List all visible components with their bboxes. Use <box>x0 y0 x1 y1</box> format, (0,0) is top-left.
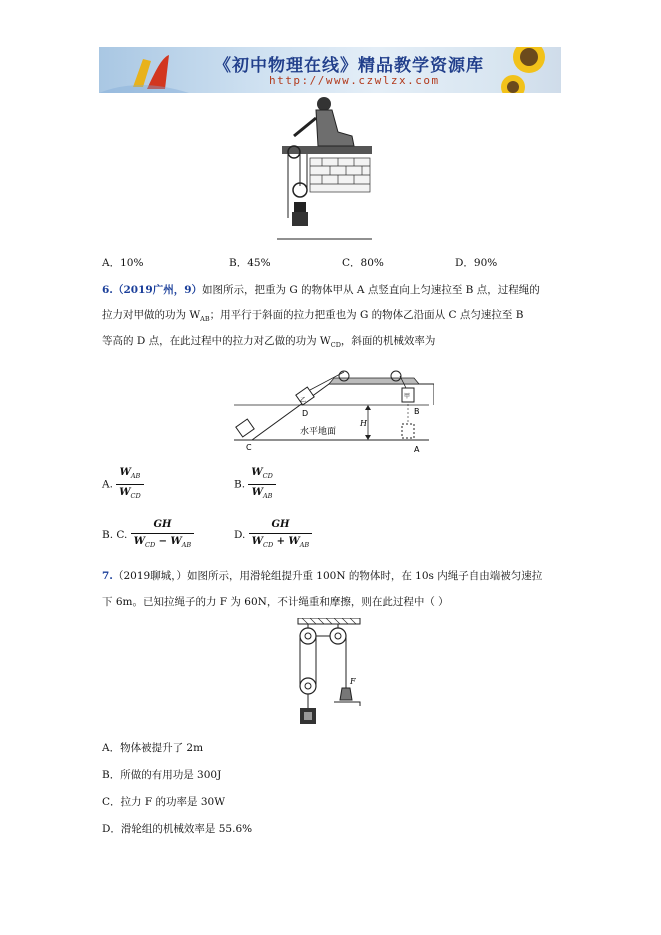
q5-option-b: B．45% <box>229 257 271 269</box>
q6-option-b: B. $\frac{W_{CD}}{W_{AB}}$ <box>234 466 276 503</box>
q7-option-c: C．拉力 F 的功率是 30W <box>102 796 225 808</box>
q7-option-a: A．物体被提升了 2m <box>102 742 204 754</box>
label-yi: 乙 <box>300 397 307 404</box>
q7-line-2: 下 6m。已知拉绳子的力 F 为 60N，不计绳重和摩擦，则在此过程中（ ） <box>102 596 449 608</box>
q7-option-d: D．滑轮组的机械效率是 55.6% <box>102 823 253 835</box>
q6-text-1: 如图所示，把重为 G 的物体甲从 A 点竖直向上匀速拉至 B 点，过程绳的 <box>202 284 540 296</box>
q7-option-b: B．所做的有用功是 300J <box>102 769 222 781</box>
q5-option-d: D．90% <box>455 257 498 269</box>
q6-option-a-fraction: $\frac{W_{AB}}{W_{CD}}$ <box>116 466 143 503</box>
label-h: H <box>360 419 367 428</box>
q6-option-c-fraction: $\frac{GH}{W_{CD} - W_{AB}}$ <box>131 518 194 552</box>
q6-line-2: 拉力对甲做的功为 $W_{AB}$；用平行于斜面的拉力把重也为 G 的物体乙沿面从 C 点匀速拉至 B <box>102 309 524 324</box>
sunflower-icon <box>501 47 545 93</box>
q6-number: 6. <box>102 284 113 296</box>
q6-option-d: D. $\frac{GH}{W_{CD} + W_{AB}}$ <box>234 518 312 552</box>
pulley-block-figure <box>294 618 364 736</box>
label-a: A <box>414 445 420 454</box>
label-f: F <box>350 677 356 686</box>
banner-title: 《初中物理在线》精品教学资源库 <box>214 56 484 76</box>
q6-line-3: 等高的 D 点，在此过程中的拉力对乙做的功为 $W_{CD}$，斜面的机械效率为 <box>102 335 436 350</box>
label-b: B <box>414 407 420 416</box>
q6-source: （2019广州，9） <box>112 284 202 296</box>
label-jia: 甲 <box>404 393 411 400</box>
q5-option-a: A．10% <box>102 257 144 269</box>
label-d: D <box>302 409 309 418</box>
pulley-roof-figure <box>272 96 382 242</box>
q6-option-b-fraction: $\frac{W_{CD}}{W_{AB}}$ <box>248 466 275 503</box>
q7-line-1: 7.（2019聊城，）如图所示，用滑轮组提升重 100N 的物体时，在 10s 内绳子自由端被匀速拉 <box>102 570 543 582</box>
q6-option-d-fraction: $\frac{GH}{W_{CD} + W_{AB}}$ <box>249 518 312 552</box>
incline-figure <box>234 360 434 458</box>
q6-option-c: B. C. $\frac{GH}{W_{CD} - W_{AB}}$ <box>102 518 194 552</box>
q6-option-a: A. $\frac{W_{AB}}{W_{CD}}$ <box>102 466 144 503</box>
q5-option-c: C．80% <box>342 257 384 269</box>
banner-url[interactable]: http://www.czwlzx.com <box>269 74 440 87</box>
q6-line-1 <box>102 282 540 298</box>
label-c: C <box>246 443 252 452</box>
label-ground: 水平地面 <box>300 427 337 437</box>
logo-icon <box>133 59 151 87</box>
header-banner <box>99 47 561 93</box>
q7-number: 7. <box>102 570 113 582</box>
